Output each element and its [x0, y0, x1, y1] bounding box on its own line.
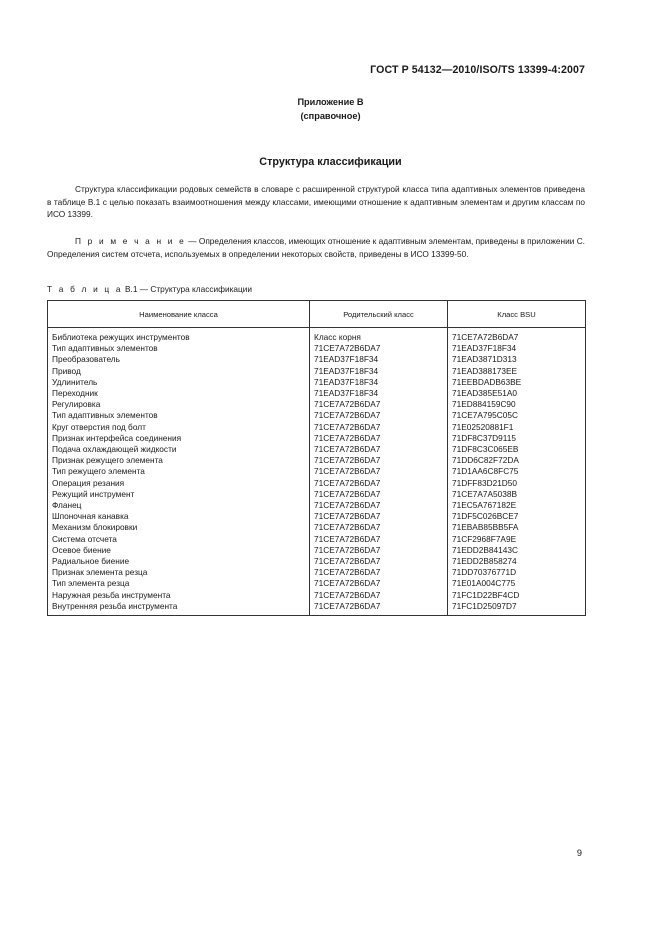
- cell-bsu-class: 71CE7A7A5038B: [448, 489, 586, 500]
- cell-parent-class: 71EAD37F18F34: [310, 366, 448, 377]
- cell-bsu-class: 71EEBDADB63BE: [448, 377, 586, 388]
- cell-bsu-class: 71EAD388173EE: [448, 366, 586, 377]
- cell-class-name: Радиальное биение: [48, 556, 310, 567]
- cell-parent-class: 71CE7A72B6DA7: [310, 601, 448, 616]
- cell-bsu-class: 71D1AA6C8FC75: [448, 466, 586, 477]
- table-row: [48, 377, 586, 388]
- table-row: [48, 399, 586, 410]
- table-row: [48, 567, 586, 578]
- cell-class-name: Подача охлаждающей жидкости: [48, 444, 310, 455]
- table-row: [48, 466, 586, 477]
- annex-type: (справочное): [300, 111, 361, 121]
- cell-bsu-class: 71DD70376771D: [448, 567, 586, 578]
- annex-label: Приложение B: [297, 97, 364, 107]
- cell-bsu-class: 71EDD2B84143C: [448, 545, 586, 556]
- table-caption: [47, 284, 252, 294]
- cell-parent-class: 71CE7A72B6DA7: [310, 343, 448, 354]
- cell-class-name: Шпоночная канавка: [48, 511, 310, 522]
- cell-parent-class: 71CE7A72B6DA7: [310, 455, 448, 466]
- cell-class-name: Признак режущего элемента: [48, 455, 310, 466]
- cell-class-name: Механизм блокировки: [48, 522, 310, 533]
- annex-heading: [0, 95, 661, 123]
- table-row: [48, 455, 586, 466]
- cell-parent-class: 71CE7A72B6DA7: [310, 399, 448, 410]
- cell-bsu-class: 71EBAB85BB5FA: [448, 522, 586, 533]
- cell-parent-class: 71CE7A72B6DA7: [310, 410, 448, 421]
- header-class-name: Наименование класса: [48, 301, 310, 328]
- section-title: Структура классификации: [259, 156, 402, 168]
- cell-class-name: Наружная резьба инструмента: [48, 590, 310, 601]
- cell-parent-class: 71CE7A72B6DA7: [310, 433, 448, 444]
- cell-parent-class: 71CE7A72B6DA7: [310, 422, 448, 433]
- cell-bsu-class: 71EDD2B858274: [448, 556, 586, 567]
- cell-parent-class: 71CE7A72B6DA7: [310, 567, 448, 578]
- cell-bsu-class: 71EC5A767182E: [448, 500, 586, 511]
- cell-class-name: Режущий инструмент: [48, 489, 310, 500]
- note-paragraph: [47, 235, 585, 260]
- cell-bsu-class: 71CE7A72B6DA7: [448, 328, 586, 344]
- intro-paragraph: Структура классификации родовых семейств в словаре с расширенной структурой класса типа адаптивных элементов приведена в таблице B.1 с целью показать взаимоотношения между классами, имеющими отношение к адаптивным элементам и другим классам по ИСО 13399.: [47, 184, 585, 220]
- cell-parent-class: 71CE7A72B6DA7: [310, 578, 448, 589]
- cell-parent-class: 71CE7A72B6DA7: [310, 590, 448, 601]
- cell-parent-class: 71CE7A72B6DA7: [310, 522, 448, 533]
- table-row: [48, 489, 586, 500]
- cell-class-name: Система отсчета: [48, 534, 310, 545]
- cell-class-name: Удлинитель: [48, 377, 310, 388]
- cell-bsu-class: 71FC1D22BF4CD: [448, 590, 586, 601]
- standard-header: ГОСТ Р 54132—2010/ISO/TS 13399-4:2007: [370, 64, 585, 76]
- cell-class-name: Тип адаптивных элементов: [48, 410, 310, 421]
- cell-class-name: Тип режущего элемента: [48, 466, 310, 477]
- cell-class-name: Внутренняя резьба инструмента: [48, 601, 310, 616]
- cell-bsu-class: 71DD6C82F72DA: [448, 455, 586, 466]
- cell-parent-class: 71CE7A72B6DA7: [310, 545, 448, 556]
- cell-parent-class: Класс корня: [310, 328, 448, 344]
- table-caption-label: Т а б л и ц а: [47, 284, 123, 294]
- cell-parent-class: 71EAD37F18F34: [310, 377, 448, 388]
- cell-class-name: Операция резания: [48, 478, 310, 489]
- cell-bsu-class: 71DF5C026BCE7: [448, 511, 586, 522]
- cell-parent-class: 71CE7A72B6DA7: [310, 466, 448, 477]
- note-text: — Определения классов, имеющих отношение к адаптивным элементам, приведены в приложении C. Определения систем отсчета, используемых в определении некоторых свойств, приведены в ИСО 13399-50.: [47, 236, 585, 259]
- cell-bsu-class: 71CE7A795C05C: [448, 410, 586, 421]
- cell-class-name: Преобразователь: [48, 354, 310, 365]
- table-row: [48, 422, 586, 433]
- cell-class-name: Признак элемента резца: [48, 567, 310, 578]
- cell-bsu-class: 71E02520881F1: [448, 422, 586, 433]
- table-row: [48, 366, 586, 377]
- table-row: [48, 444, 586, 455]
- table-row: [48, 478, 586, 489]
- table-row: [48, 354, 586, 365]
- table-row: [48, 388, 586, 399]
- table-row: [48, 590, 586, 601]
- cell-bsu-class: 71EAD37F18F34: [448, 343, 586, 354]
- cell-class-name: Регулировка: [48, 399, 310, 410]
- cell-bsu-class: 71DFF83D21D50: [448, 478, 586, 489]
- cell-parent-class: 71CE7A72B6DA7: [310, 511, 448, 522]
- table-caption-text: B.1 — Структура классификации: [122, 284, 253, 294]
- cell-parent-class: 71CE7A72B6DA7: [310, 500, 448, 511]
- cell-parent-class: 71EAD37F18F34: [310, 388, 448, 399]
- cell-bsu-class: 71E01A004C775: [448, 578, 586, 589]
- cell-class-name: Привод: [48, 366, 310, 377]
- cell-bsu-class: 71FC1D25097D7: [448, 601, 586, 616]
- cell-class-name: Признак интерфейса соединения: [48, 433, 310, 444]
- table-row: [48, 511, 586, 522]
- header-parent-class: Родительский класс: [310, 301, 448, 328]
- cell-class-name: Тип адаптивных элементов: [48, 343, 310, 354]
- cell-parent-class: 71CE7A72B6DA7: [310, 556, 448, 567]
- cell-class-name: Фланец: [48, 500, 310, 511]
- cell-parent-class: 71CE7A72B6DA7: [310, 489, 448, 500]
- header-bsu-class: Класс BSU: [448, 301, 586, 328]
- table-row: [48, 433, 586, 444]
- table-header-row: [48, 301, 586, 328]
- classification-table: [47, 300, 586, 616]
- table-row: [48, 578, 586, 589]
- cell-bsu-class: 71ED884159C90: [448, 399, 586, 410]
- cell-parent-class: 71EAD37F18F34: [310, 354, 448, 365]
- cell-bsu-class: 71DF8C3C065EB: [448, 444, 586, 455]
- table-row: [48, 328, 586, 344]
- cell-class-name: Тип элемента резца: [48, 578, 310, 589]
- table-row: [48, 545, 586, 556]
- table-row: [48, 522, 586, 533]
- table-body: [48, 328, 586, 616]
- cell-parent-class: 71CE7A72B6DA7: [310, 478, 448, 489]
- cell-class-name: Круг отверстия под болт: [48, 422, 310, 433]
- note-label: П р и м е ч а н и е: [75, 236, 186, 246]
- cell-parent-class: 71CE7A72B6DA7: [310, 534, 448, 545]
- page-number: 9: [576, 848, 582, 858]
- cell-parent-class: 71CE7A72B6DA7: [310, 444, 448, 455]
- cell-bsu-class: 71EAD3871D313: [448, 354, 586, 365]
- cell-class-name: Переходник: [48, 388, 310, 399]
- cell-bsu-class: 71DF8C37D9115: [448, 433, 586, 444]
- cell-bsu-class: 71EAD385E51A0: [448, 388, 586, 399]
- table-row: [48, 410, 586, 421]
- cell-class-name: Осевое биение: [48, 545, 310, 556]
- table-row: [48, 601, 586, 616]
- table-row: [48, 556, 586, 567]
- cell-bsu-class: 71CF2968F7A9E: [448, 534, 586, 545]
- table-row: [48, 343, 586, 354]
- table-row: [48, 500, 586, 511]
- cell-class-name: Библиотека режущих инструментов: [48, 328, 310, 344]
- table-row: [48, 534, 586, 545]
